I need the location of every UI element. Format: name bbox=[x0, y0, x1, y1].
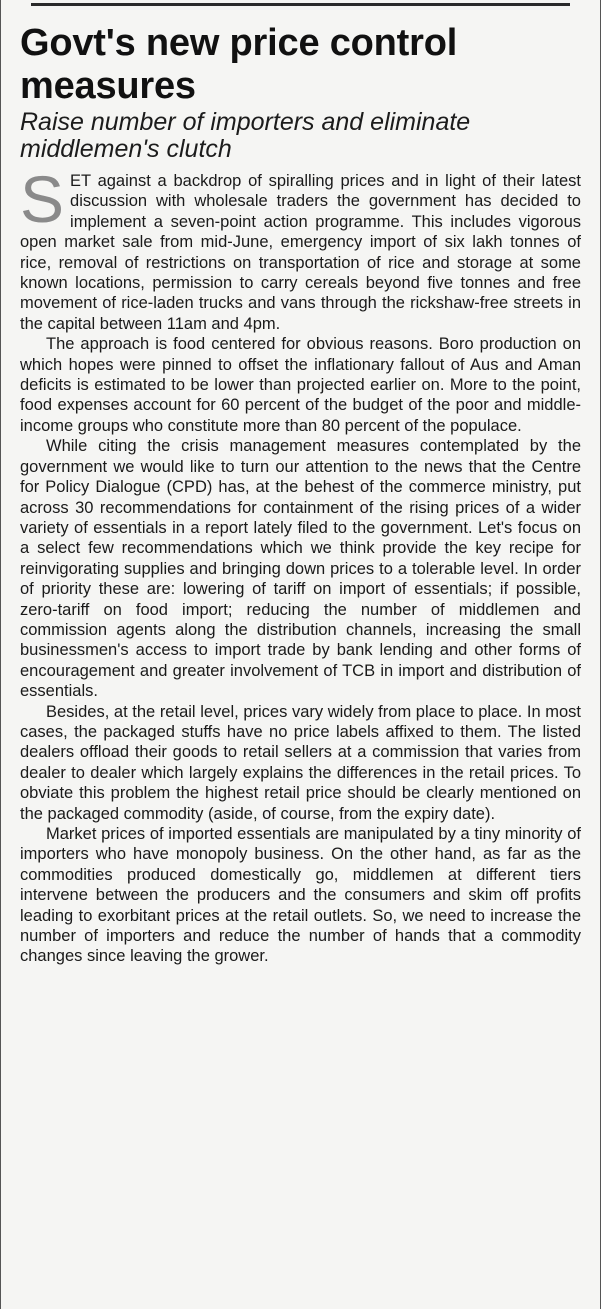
paragraph-5: Market prices of imported essentials are manipulated by a tiny minority of importers who have monopoly business. On the other hand, as far as the commodities produced domestically go, middlemen at different tiers intervene between the producers and the consumers and skim off profits leading to exorbitant prices at the retail outlets. So, we need to increase the number of importers and reduce the number of hands that a commodity changes since leaving the grower. bbox=[20, 825, 581, 966]
article bbox=[20, 22, 581, 967]
paragraph-2: The approach is food centered for obvious reasons. Boro production on which hopes were pinned to offset the inflationary fallout of Aus and Aman deficits is estimated to be lower than projected earlier on. More to the point, food expenses account for 60 percent of the budget of the poor and middle-income groups who constitute more than 80 percent of the populace. bbox=[20, 335, 581, 435]
paragraph-3: While citing the crisis management measures contemplated by the government we would like to turn our attention to the news that the Centre for Policy Dialogue (CPD) has, at the behest of the commerce ministry, put across 30 recommendations for containment of the rising prices of a wider variety of essentials in a report lately filed to the government. Let's focus on a select few recommendations which we think provide the key recipe for reinvigorating supplies and bringing down prices to a tolerable level. In order of priority these are: lowering of tariff on import of essentials; if possible, zero-tariff on food import; reducing the number of middlemen and commission agents along the distribution channels, increasing the small businessmen's access to import trade by bank lending and other forms of encouragement and greater involvement of TCB in import and distribution of essentials. bbox=[20, 437, 581, 701]
subheadline: Raise number of importers and eliminate middlemen's clutch bbox=[20, 108, 471, 163]
paragraph-1 bbox=[20, 162, 581, 334]
drop-cap: S bbox=[20, 162, 65, 236]
article-body bbox=[20, 162, 581, 967]
headline: Govt's new price control measures bbox=[20, 22, 458, 107]
paragraph-4: Besides, at the retail level, prices vary widely from place to place. In most cases, the packaged stuffs have no price labels affixed to them. The listed dealers offload their goods to retail sellers at a commission that varies from dealer to dealer which largely explains the differences in the retail prices. To obviate this problem the highest retail price should be clearly mentioned on the packaged commodity (aside, of course, from the expiry date). bbox=[20, 702, 581, 823]
top-rule bbox=[31, 3, 570, 6]
paragraph-1-text: ET against a backdrop of spiralling prices and in light of their latest discussion with wholesale traders the government has decided to implement a seven-point action programme. This includes vigorous open market sale from mid-June, emergency import of six lakh tonnes of rice, removal of restrictions on transportation of rice and storage at some known locations, permission to carry cereals beyond five tonnes and free movement of rice-laden trucks and vans through the rickshaw-free streets in the capital between 11am and 4pm. bbox=[20, 172, 581, 333]
